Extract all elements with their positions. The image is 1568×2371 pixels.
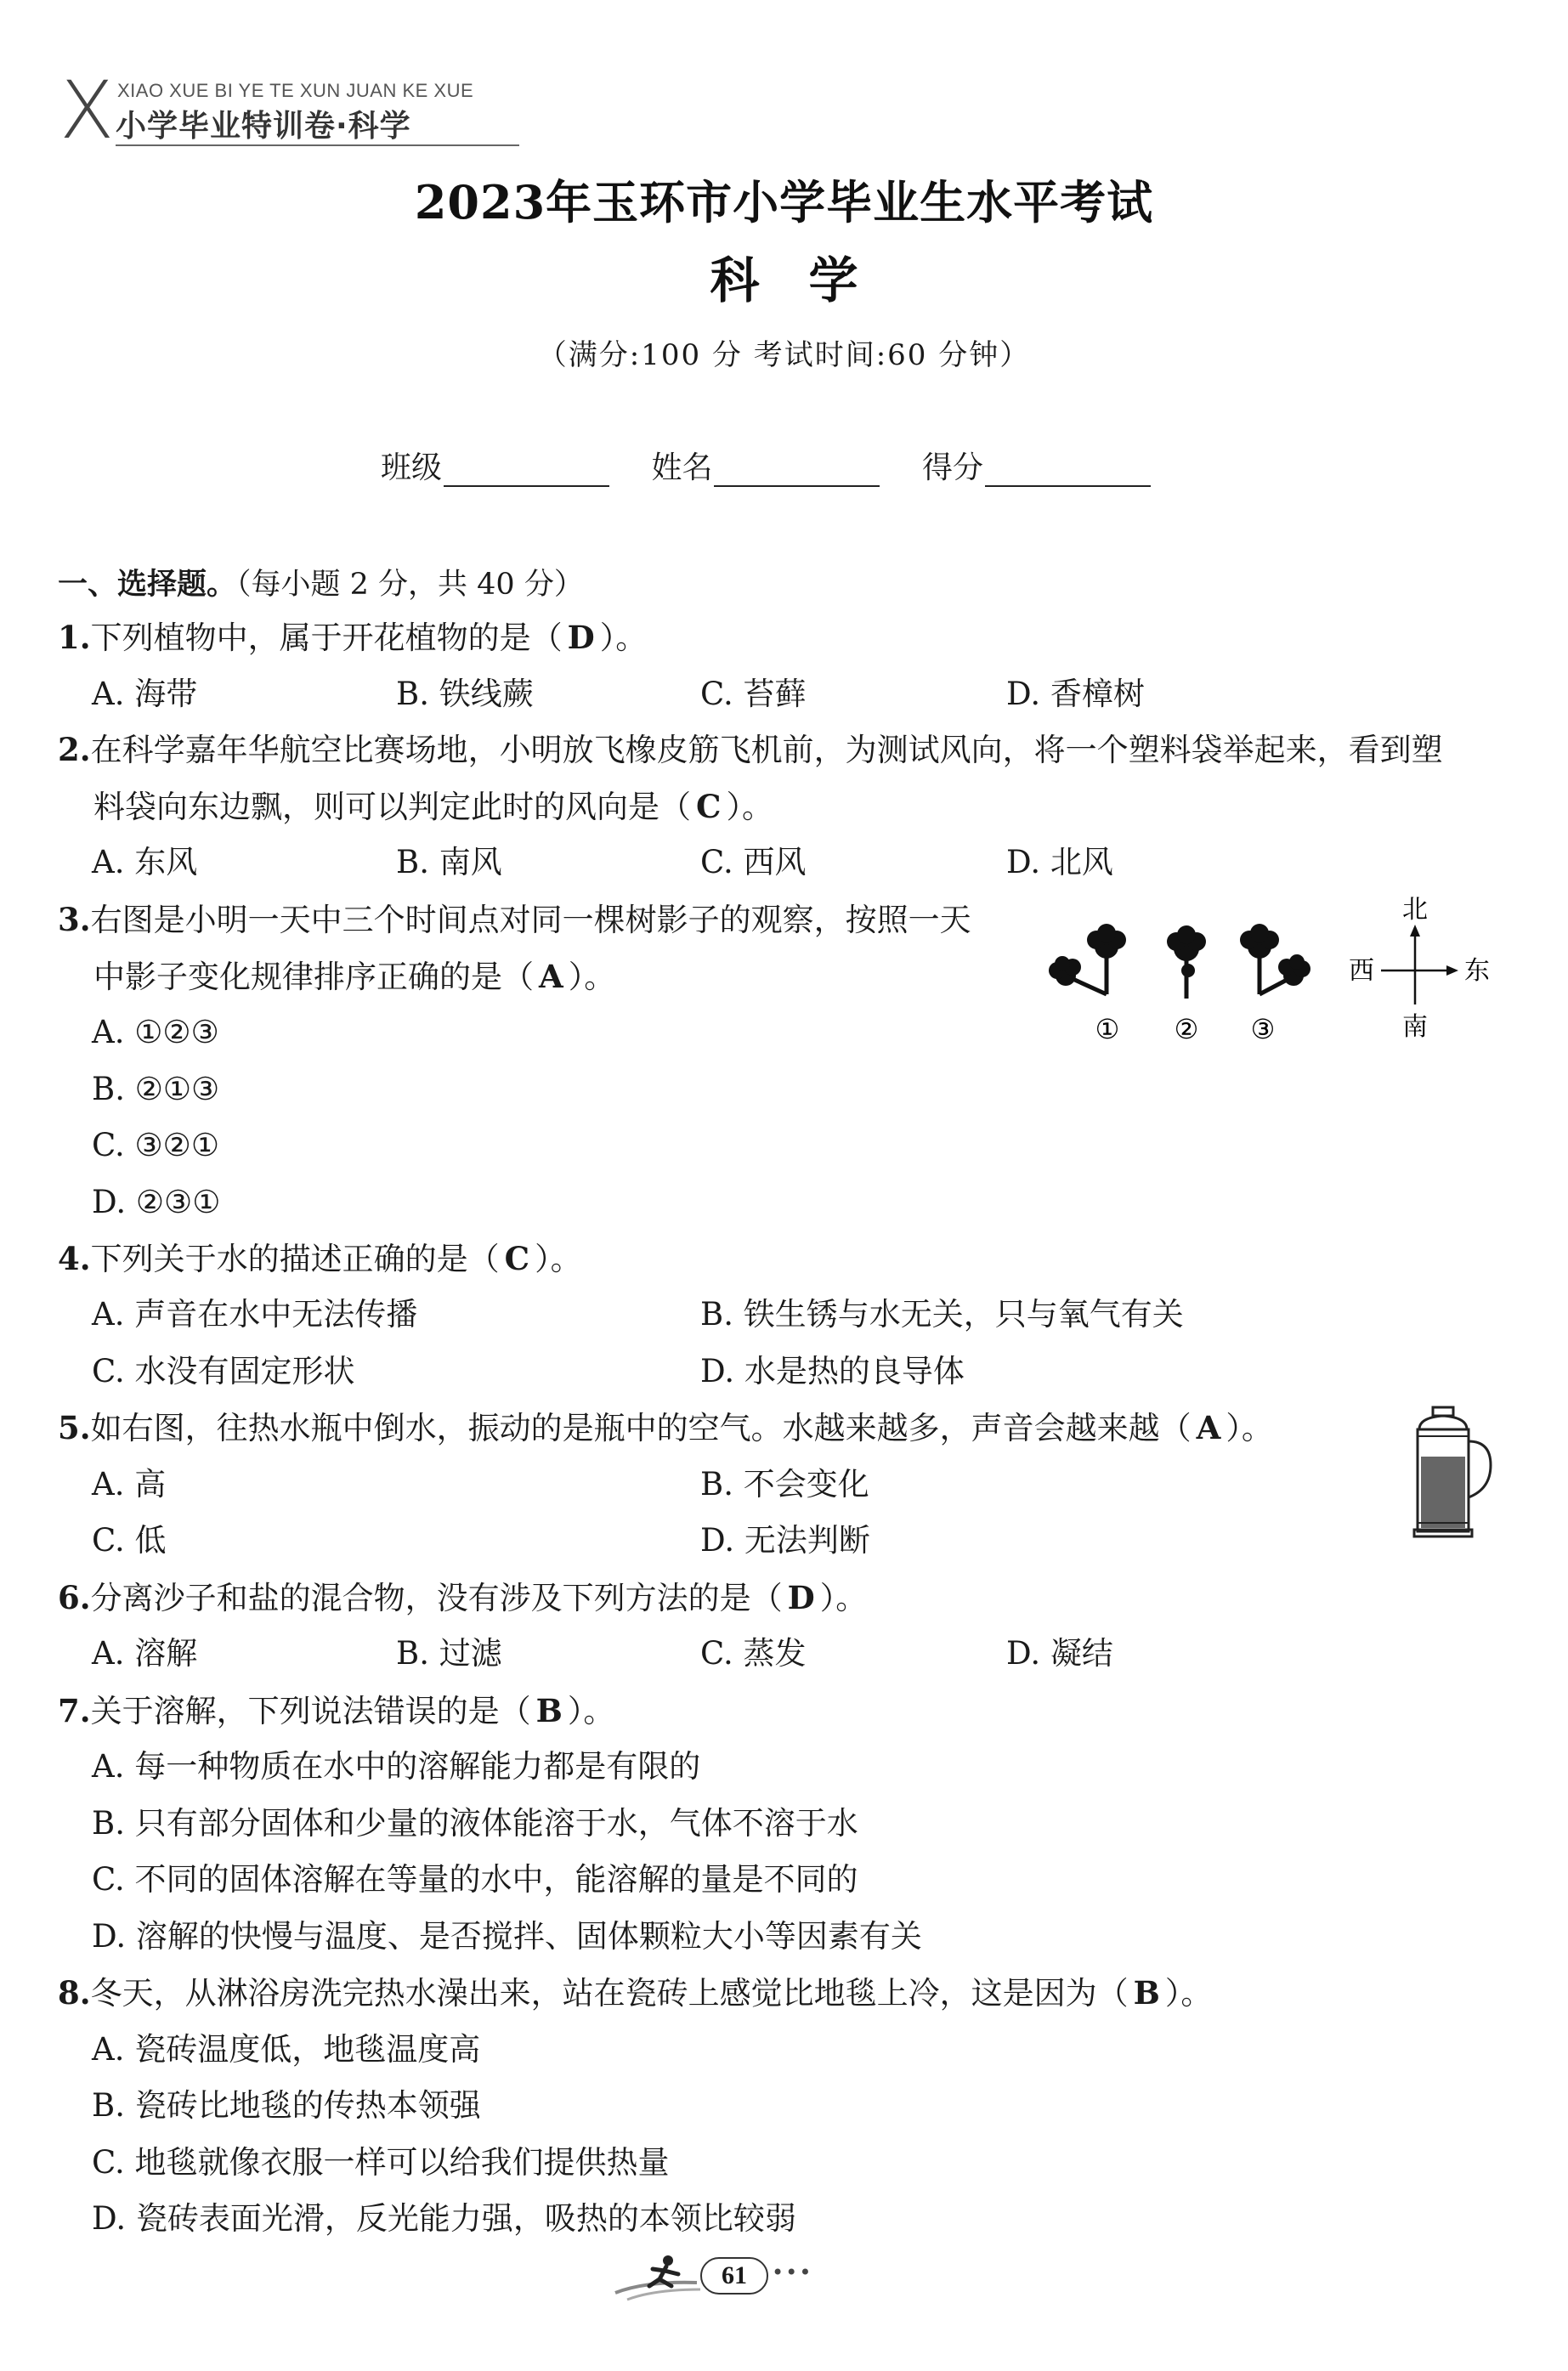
- option[interactable]: B. 南风: [396, 844, 502, 880]
- question-5-stem: [58, 1409, 1273, 1447]
- question-text: 下列植物中，属于开花植物的是（: [90, 620, 563, 656]
- class-field[interactable]: [381, 444, 609, 487]
- compass-icon: [1349, 895, 1490, 1042]
- option[interactable]: C. 水没有固定形状: [92, 1353, 355, 1389]
- question-answer: B: [535, 1692, 563, 1729]
- question-number: 1.: [58, 619, 91, 656]
- option[interactable]: D. 溶解的快慢与温度、是否搅拌、固体颗粒大小等因素有关: [92, 1918, 922, 1955]
- option[interactable]: A. 声音在水中无法传播: [92, 1296, 418, 1333]
- brand-underline: [116, 144, 519, 146]
- question-text-end: ）。: [535, 1241, 582, 1277]
- page-footer: [612, 2252, 833, 2303]
- question-text: 冬天，从淋浴房洗完热水澡出来，站在瓷砖上感觉比地毯上冷，这是因为（: [90, 1975, 1129, 2012]
- option[interactable]: A. 溶解: [92, 1635, 198, 1672]
- question-text: 关于溶解，下列说法错误的是（: [90, 1693, 531, 1729]
- section-note: （每小题 2 分，共 40 分）: [236, 568, 584, 602]
- option[interactable]: D. 无法判断: [700, 1522, 870, 1559]
- compass-east: 东: [1464, 956, 1490, 986]
- subject-title: 科学: [710, 252, 908, 309]
- page-number: 61: [700, 2257, 768, 2295]
- option[interactable]: B. 瓷砖比地毯的传热本领强: [92, 2087, 481, 2124]
- figure-label: ②: [1174, 1013, 1199, 1045]
- tree-1-icon: [1049, 924, 1126, 994]
- question-6-stem: [58, 1579, 867, 1617]
- question-number: 3.: [58, 901, 91, 938]
- option[interactable]: D. 瓷砖表面光滑，反光能力强，吸热的本领比较弱: [92, 2200, 796, 2237]
- option[interactable]: C. 蒸发: [700, 1635, 807, 1672]
- question-text-end: ）。: [1164, 1975, 1213, 2012]
- option[interactable]: D. 水是热的良导体: [700, 1353, 965, 1389]
- question-number: 6.: [58, 1579, 91, 1616]
- option[interactable]: D. 香樟树: [1006, 676, 1145, 712]
- question-answer: A: [1196, 1409, 1221, 1446]
- score-field[interactable]: [922, 444, 1151, 487]
- class-field-blank[interactable]: [444, 455, 609, 487]
- option[interactable]: A. ①②③: [92, 1014, 219, 1050]
- option[interactable]: B. 只有部分固体和少量的液体能溶于水，气体不溶于水: [92, 1805, 858, 1842]
- brand-name: 小学毕业特训卷·科学: [116, 109, 411, 144]
- option[interactable]: C. 低: [92, 1522, 167, 1559]
- tree-2-icon: [1167, 925, 1206, 999]
- score-field-label: 得分: [921, 450, 983, 485]
- footer-dots: •••: [772, 2261, 813, 2284]
- question-answer: C: [696, 788, 722, 825]
- option[interactable]: C. 苔藓: [700, 676, 807, 712]
- thermos-bottle-icon: [1402, 1404, 1496, 1540]
- option[interactable]: A. 瓷砖温度低，地毯温度高: [92, 2031, 481, 2068]
- exam-title: 2023年玉环市小学毕业生水平考试: [414, 175, 1154, 229]
- question-text: 右图是小明一天中三个时间点对同一棵树影子的观察，按照一天: [90, 902, 971, 938]
- option[interactable]: B. 铁线蕨: [396, 676, 534, 712]
- exam-info: （满分:100 分 考试时间:60 分钟）: [537, 338, 1031, 372]
- brand-pinyin: XIAO XUE BI YE TE XUN JUAN KE XUE: [117, 80, 474, 101]
- compass-west: 西: [1349, 956, 1374, 986]
- figure-label: ①: [1095, 1013, 1120, 1045]
- name-field-blank[interactable]: [714, 455, 880, 487]
- option[interactable]: C. ③②①: [92, 1127, 220, 1163]
- option[interactable]: C. 西风: [700, 844, 807, 880]
- figure-label: ③: [1250, 1013, 1276, 1045]
- option[interactable]: A. 高: [92, 1466, 167, 1502]
- brand-letter: X: [59, 65, 115, 157]
- tree-shadow-figure: [1037, 892, 1496, 1062]
- question-text: 在科学嘉年华航空比赛场地，小明放飞橡皮筋飞机前，为测试风向，将一个塑料袋举起来，看到塑: [90, 732, 1443, 768]
- question-answer: B: [1133, 1974, 1160, 2012]
- question-2-stem: [58, 731, 1443, 769]
- question-3-stem: [58, 901, 971, 939]
- question-4-stem: [58, 1240, 582, 1278]
- question-number: 8.: [58, 1974, 91, 2012]
- question-answer: D: [787, 1579, 815, 1616]
- option[interactable]: B. 过滤: [396, 1635, 502, 1672]
- question-text-end: ）。: [726, 789, 773, 825]
- question-text-end: ）。: [599, 620, 648, 656]
- tree-3-icon: [1240, 924, 1310, 994]
- question-number: 4.: [58, 1240, 91, 1277]
- question-text-end: ）。: [568, 959, 616, 995]
- option[interactable]: B. 铁生锈与水无关，只与氧气有关: [700, 1296, 1184, 1333]
- question-text-end: ）。: [567, 1693, 615, 1729]
- question-text: 料袋向东边飘，则可以判定此时的风向是（: [93, 789, 691, 825]
- question-8-stem: [58, 1974, 1212, 2012]
- student-info-fields: [381, 444, 1183, 487]
- option[interactable]: A. 东风: [92, 844, 198, 880]
- option[interactable]: A. 每一种物质在水中的溶解能力都是有限的: [92, 1748, 701, 1785]
- option[interactable]: C. 地毯就像衣服一样可以给我们提供热量: [92, 2144, 670, 2181]
- question-text-end: ）。: [819, 1580, 868, 1616]
- question-number: 2.: [58, 731, 91, 768]
- question-answer: C: [504, 1240, 530, 1277]
- question-2-stem-line2: [93, 788, 773, 826]
- compass-south: 南: [1402, 1012, 1428, 1042]
- section-title: 一、选择题。: [58, 567, 237, 602]
- name-field[interactable]: [651, 444, 880, 487]
- question-7-stem: [58, 1692, 614, 1730]
- question-answer: A: [539, 958, 563, 995]
- question-text: 中影子变化规律排序正确的是（: [93, 959, 534, 995]
- brand-header: [59, 65, 474, 157]
- question-number: 5.: [58, 1409, 91, 1446]
- option[interactable]: D. 凝结: [1006, 1635, 1113, 1672]
- question-number: 7.: [58, 1692, 91, 1729]
- option[interactable]: A. 海带: [92, 676, 198, 712]
- option[interactable]: B. ②①③: [92, 1071, 220, 1107]
- option[interactable]: D. 北风: [1006, 844, 1113, 880]
- question-text: 分离沙子和盐的混合物，没有涉及下列方法的是（: [90, 1580, 783, 1616]
- score-field-blank[interactable]: [985, 455, 1151, 487]
- question-text: 下列关于水的描述正确的是（: [90, 1241, 500, 1277]
- question-3-stem-line2: [93, 958, 615, 996]
- question-text-end: ）。: [1226, 1410, 1273, 1446]
- option[interactable]: B. 不会变化: [700, 1466, 869, 1502]
- section-header: [58, 561, 584, 603]
- runner-icon: [612, 2252, 705, 2303]
- option[interactable]: D. ②③①: [92, 1184, 221, 1220]
- option[interactable]: C. 不同的固体溶解在等量的水中，能溶解的量是不同的: [92, 1861, 858, 1898]
- question-text: 如右图，往热水瓶中倒水，振动的是瓶中的空气。水越来越多，声音会越来越（: [90, 1410, 1192, 1446]
- question-answer: D: [567, 619, 595, 656]
- class-field-label: 班级: [381, 450, 443, 485]
- name-field-label: 姓名: [651, 450, 713, 485]
- question-1-stem: [58, 619, 647, 657]
- compass-north: 北: [1402, 895, 1428, 925]
